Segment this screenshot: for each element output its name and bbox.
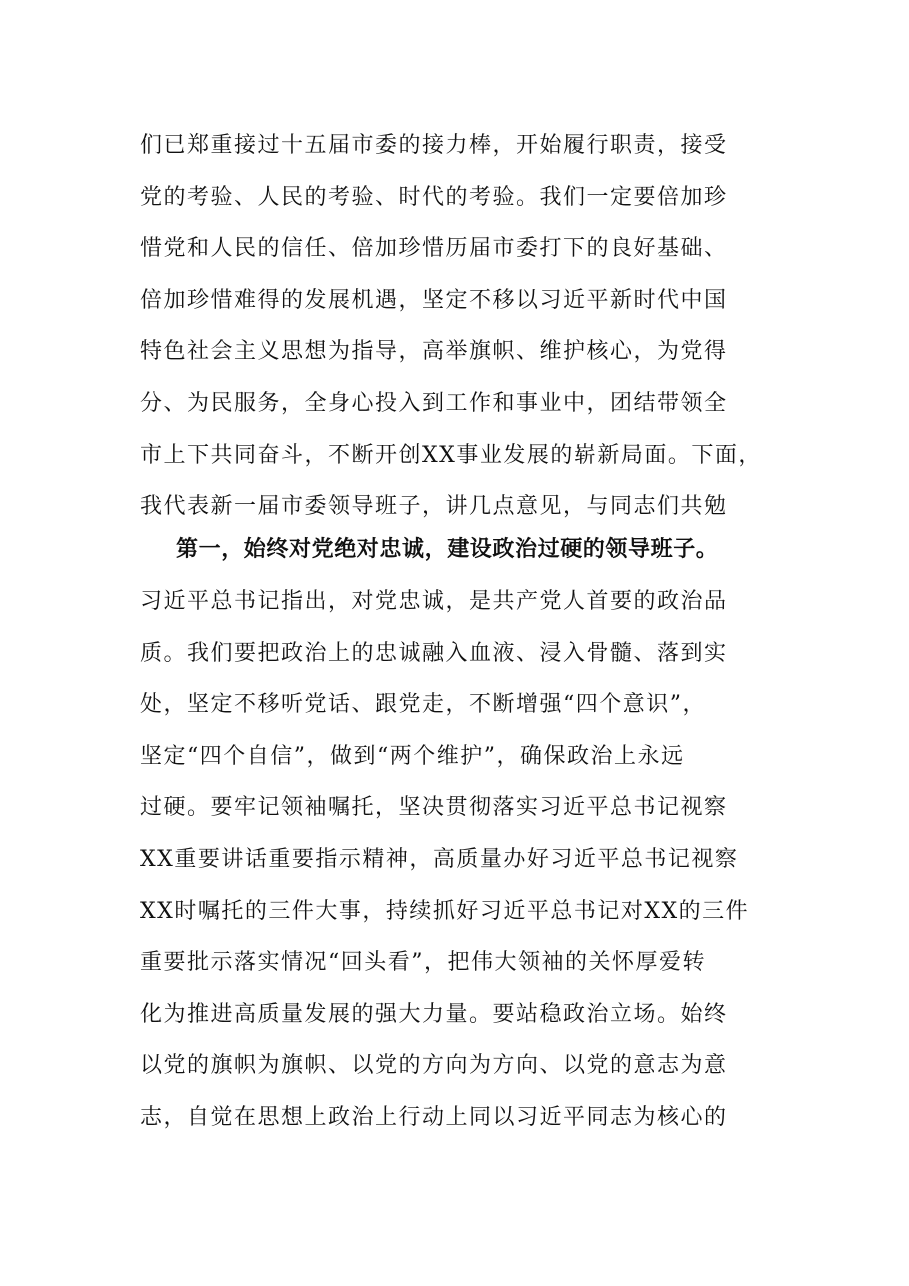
text-line: 处，坚定不移听党话、跟党走，不断增强“四个意识”， xyxy=(140,692,706,718)
text-line: 习近平总书记指出，对党忠诚，是共产党人首要的政治品 xyxy=(140,589,728,614)
text-line: 我代表新一届市委领导班子，讲几点意见，与同志们共勉 xyxy=(140,494,728,520)
text-line: 惜党和人民的信任、倍加珍惜历届市委打下的良好基础、 xyxy=(140,236,728,262)
text-line: 分、为民服务，全身心投入到工作和事业中，团结带领全 xyxy=(140,390,728,416)
body-paragraph-intro xyxy=(140,120,780,533)
section-heading xyxy=(176,524,796,576)
text-line: 市上下共同奋斗，不断开创XX事业发展的崭新局面。下面， xyxy=(140,442,762,468)
text-line: 倍加珍惜难得的发展机遇，坚定不移以习近平新时代中国 xyxy=(140,287,728,313)
text-line: XX重要讲话重要指示精神，高质量办好习近平总书记视察 xyxy=(140,846,739,872)
text-line: 重要批示落实情况“回头看”，把伟大领袖的关怀厚爱转 xyxy=(140,950,706,976)
text-line: 化为推进高质量发展的强大力量。要站稳政治立场。始终 xyxy=(140,1001,728,1027)
text-line: 坚定“四个自信”，做到“两个维护”，确保政治上永远 xyxy=(140,743,685,769)
text-line: 质。我们要把政治上的忠诚融入血液、浸入骨髓、落到实 xyxy=(140,640,728,666)
text-line: 们已郑重接过十五届市委的接力棒，开始履行职责，接受 xyxy=(140,133,728,158)
text-line: 过硬。要牢记领袖嘱托，坚决贯彻落实习近平总书记视察 xyxy=(140,795,728,821)
section-heading-text: 第一，始终对党绝对忠诚，建设政治过硬的领导班子。 xyxy=(176,537,719,562)
text-line: 志，自觉在思想上政治上行动上同以习近平同志为核心的 xyxy=(140,1104,728,1130)
body-paragraph-section-one xyxy=(140,576,780,1144)
text-line: 特色社会主义思想为指导，高举旗帜、维护核心，为党得 xyxy=(140,339,728,365)
text-line: XX时嘱托的三件大事，持续抓好习近平总书记对XX的三件 xyxy=(140,898,750,924)
text-line: 党的考验、人民的考验、时代的考验。我们一定要倍加珍 xyxy=(140,184,728,210)
text-line: 以党的旗帜为旗帜、以党的方向为方向、以党的意志为意 xyxy=(140,1053,728,1079)
